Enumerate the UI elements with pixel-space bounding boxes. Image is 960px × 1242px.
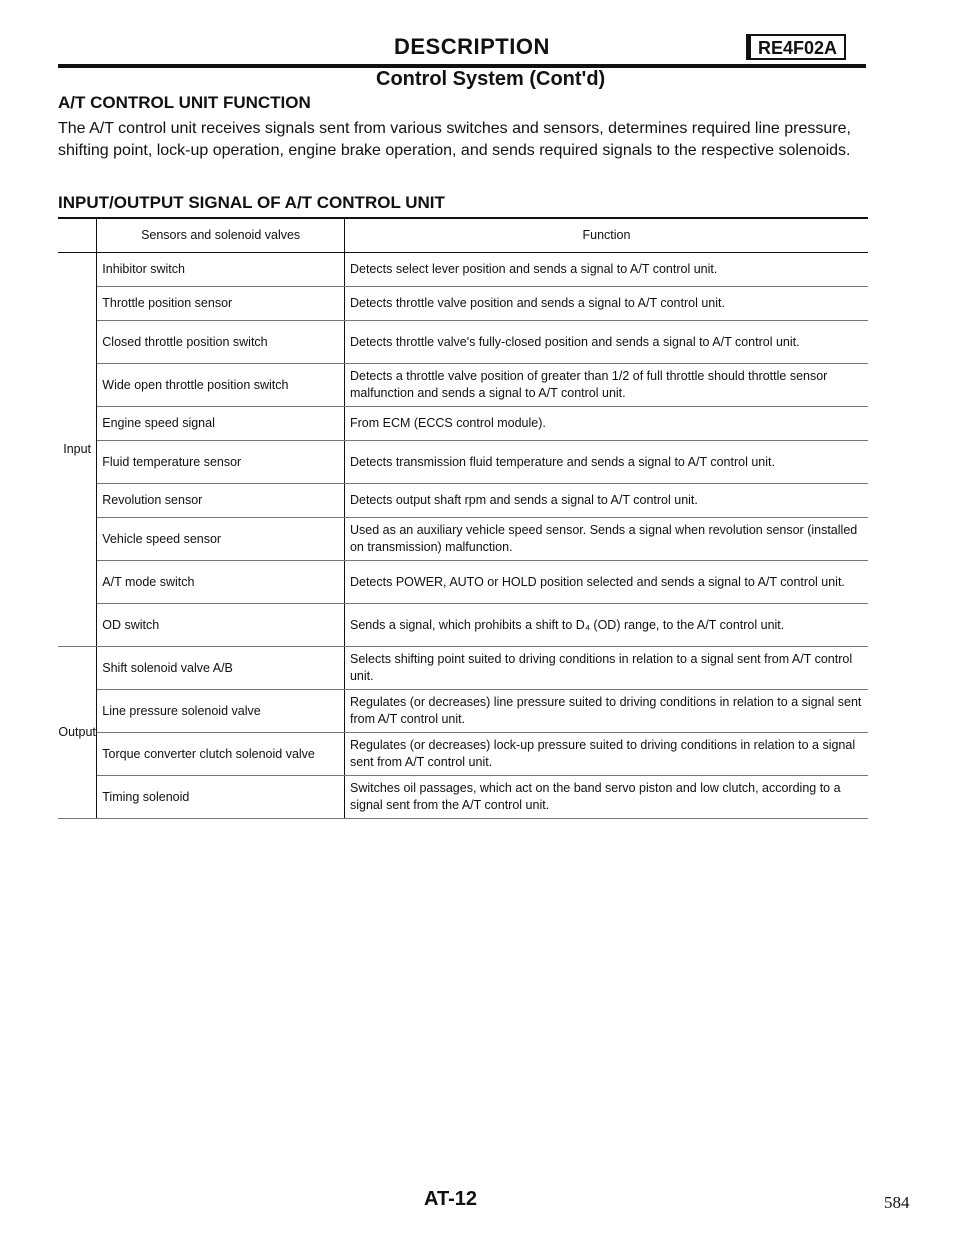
table-cell-function: Regulates (or decreases) lock-up pressure suited to driving conditions in relation to a signal sent from A/T control unit. <box>344 733 868 776</box>
table-cell-function: Detects a throttle valve position of greater than 1/2 of full throttle should throttle sensor malfunction and sends a signal to A/T control unit. <box>344 364 868 407</box>
table-header-sensors: Sensors and solenoid valves <box>97 218 345 253</box>
table-cell-function: Selects shifting point suited to driving conditions in relation to a signal sent from A/T control unit. <box>344 647 868 690</box>
table-cell-name: Torque converter clutch solenoid valve <box>97 733 345 776</box>
table-cell-function: Detects output shaft rpm and sends a signal to A/T control unit. <box>344 484 868 518</box>
table-cell-name: Inhibitor switch <box>97 253 345 287</box>
table-cell-name: OD switch <box>97 604 345 647</box>
table-header-function: Function <box>344 218 868 253</box>
table-row <box>58 253 868 287</box>
table-cell-name: A/T mode switch <box>97 561 345 604</box>
table-row <box>58 647 868 690</box>
table-row <box>58 287 868 321</box>
row-group-output: Output <box>58 647 97 819</box>
table-cell-name: Vehicle speed sensor <box>97 518 345 561</box>
table-cell-function: Detects POWER, AUTO or HOLD position selected and sends a signal to A/T control unit. <box>344 561 868 604</box>
table-cell-function: Regulates (or decreases) line pressure suited to driving conditions in relation to a signal sent from A/T control unit. <box>344 690 868 733</box>
table-cell-function: Detects select lever position and sends a signal to A/T control unit. <box>344 253 868 287</box>
page-title: DESCRIPTION <box>394 34 550 59</box>
table-cell-name: Timing solenoid <box>97 776 345 819</box>
table-row <box>58 441 868 484</box>
table-row <box>58 561 868 604</box>
table-header-row <box>58 218 868 253</box>
section-heading-io-signal: INPUT/OUTPUT SIGNAL OF A/T CONTROL UNIT <box>58 193 445 212</box>
intro-paragraph: The A/T control unit receives signals sent from various switches and sensors, determines required line pressure, shifting point, lock-up operation, engine brake operation, and sends required signals to the respective solenoids. <box>58 120 851 159</box>
io-signal-table <box>58 217 868 819</box>
table-cell-function: Sends a signal, which prohibits a shift to D₄ (OD) range, to the A/T control unit. <box>344 604 868 647</box>
table-cell-function: Used as an auxiliary vehicle speed sensor. Sends a signal when revolution sensor (installed on transmission) malfunction. <box>344 518 868 561</box>
table-row <box>58 364 868 407</box>
table-cell-name: Closed throttle position switch <box>97 321 345 364</box>
table-row <box>58 604 868 647</box>
table-row <box>58 518 868 561</box>
table-cell-function: Detects transmission fluid temperature and sends a signal to A/T control unit. <box>344 441 868 484</box>
table-cell-function: Detects throttle valve's fully-closed position and sends a signal to A/T control unit. <box>344 321 868 364</box>
table-cell-name: Engine speed signal <box>97 407 345 441</box>
page-header <box>58 34 866 70</box>
table-cell-name: Wide open throttle position switch <box>97 364 345 407</box>
table-row <box>58 776 868 819</box>
table-cell-function: From ECM (ECCS control module). <box>344 407 868 441</box>
table-cell-name: Throttle position sensor <box>97 287 345 321</box>
model-code-badge: RE4F02A <box>746 34 846 60</box>
table-row <box>58 407 868 441</box>
table-cell-name: Line pressure solenoid valve <box>97 690 345 733</box>
table-cell-name: Fluid temperature sensor <box>97 441 345 484</box>
table-cell-name: Revolution sensor <box>97 484 345 518</box>
table-row <box>58 690 868 733</box>
section-heading-function: A/T CONTROL UNIT FUNCTION <box>58 93 311 112</box>
table-row <box>58 484 868 518</box>
table-cell-function: Detects throttle valve position and sends a signal to A/T control unit. <box>344 287 868 321</box>
table-row <box>58 321 868 364</box>
row-group-input: Input <box>58 253 97 647</box>
page-number: 584 <box>884 1193 910 1212</box>
page-subtitle: Control System (Cont'd) <box>376 68 606 90</box>
table-cell-name: Shift solenoid valve A/B <box>97 647 345 690</box>
page-label: AT-12 <box>424 1188 477 1210</box>
table-header-group <box>58 218 97 253</box>
table-cell-function: Switches oil passages, which act on the band servo piston and low clutch, according to a signal sent from the A/T control unit. <box>344 776 868 819</box>
table-row <box>58 733 868 776</box>
